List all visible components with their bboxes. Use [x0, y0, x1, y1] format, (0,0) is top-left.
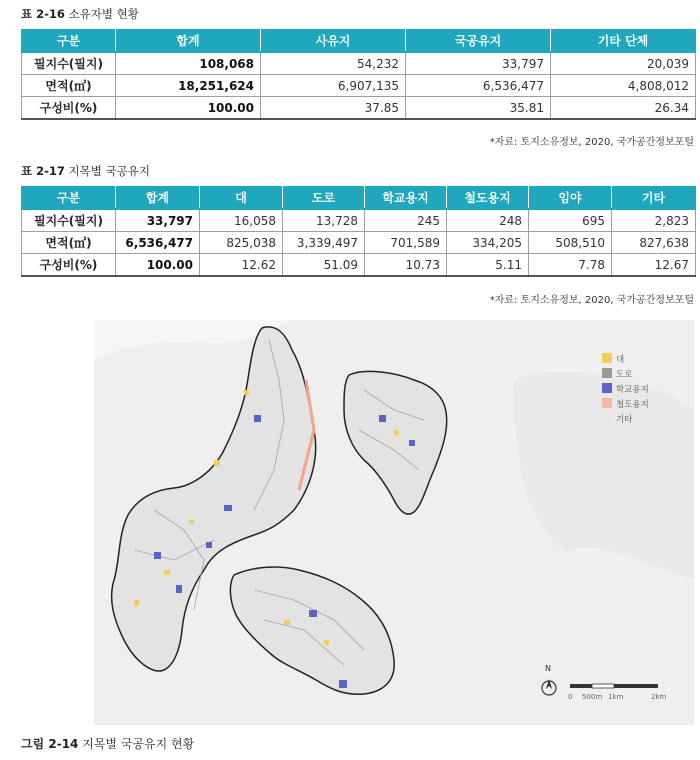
table2-caption-label: 표 2-17 — [21, 164, 65, 178]
table-cell: 16,058 — [200, 209, 283, 232]
table-cell: 108,068 — [116, 52, 261, 75]
table-cell: 5.11 — [447, 254, 529, 277]
scale-bar — [570, 684, 658, 688]
figure-caption-label: 그림 2-14 — [21, 737, 79, 751]
table1-caption-label: 표 2-16 — [21, 7, 65, 21]
table-cell: 54,232 — [261, 52, 406, 75]
table-row — [22, 75, 696, 97]
table-cell: 701,589 — [365, 232, 447, 254]
header-cell: 철도용지 — [447, 187, 529, 210]
table-cell: 33,797 — [406, 52, 551, 75]
table-cell: 508,510 — [529, 232, 612, 254]
map-graphic — [94, 320, 694, 725]
land-map — [94, 320, 694, 725]
table-cell: 100.00 — [116, 254, 200, 277]
table-cell: 6,536,477 — [116, 232, 200, 254]
table-cell: 7.78 — [529, 254, 612, 277]
row-label: 필지수(필지) — [22, 52, 116, 75]
table-cell: 37.85 — [261, 97, 406, 120]
header-cell: 구분 — [22, 30, 116, 53]
figure-caption-title: 지목별 국공유지 현황 — [82, 737, 195, 751]
table-cell: 33,797 — [116, 209, 200, 232]
table-cell: 827,638 — [612, 232, 696, 254]
table-cell: 35.81 — [406, 97, 551, 120]
map-legend — [616, 351, 649, 426]
header-cell: 합계 — [116, 30, 261, 53]
table1-caption-title: 소유자별 현황 — [68, 7, 139, 21]
table-cell: 26.34 — [551, 97, 696, 120]
table-header-row — [22, 30, 696, 53]
header-cell: 임야 — [529, 187, 612, 210]
table-row — [22, 97, 696, 120]
land-category-table — [21, 186, 696, 277]
table-cell: 248 — [447, 209, 529, 232]
header-cell: 대 — [200, 187, 283, 210]
table-cell: 6,907,135 — [261, 75, 406, 97]
scale-label-0: 0 — [568, 693, 573, 701]
legend-item: 학교용지 — [616, 384, 649, 395]
header-cell: 구분 — [22, 187, 116, 210]
table-cell: 245 — [365, 209, 447, 232]
ownership-table — [21, 29, 696, 120]
header-cell: 학교용지 — [365, 187, 447, 210]
legend-item: 철도용지 — [616, 399, 649, 410]
table-row — [22, 52, 696, 75]
row-label: 구성비(%) — [22, 254, 116, 277]
row-label: 구성비(%) — [22, 97, 116, 120]
table-cell: 12.62 — [200, 254, 283, 277]
table-cell: 6,536,477 — [406, 75, 551, 97]
table-cell: 334,205 — [447, 232, 529, 254]
header-cell: 합계 — [116, 187, 200, 210]
table2-caption-title: 지목별 국공유지 — [68, 164, 150, 178]
table2-source: *자료: 토지소유정보, 2020, 국가공간정보포털 — [489, 295, 694, 306]
scale-label-1km: 1km — [608, 693, 624, 701]
header-cell: 도로 — [283, 187, 365, 210]
legend-item: 기타 — [616, 414, 633, 425]
header-cell: 기타 단체 — [551, 30, 696, 53]
table1-caption — [21, 6, 139, 22]
header-cell: 국공유지 — [406, 30, 551, 53]
scale-label-2km: 2km — [651, 693, 667, 701]
table-cell: 51.09 — [283, 254, 365, 277]
table-row — [22, 232, 696, 254]
header-cell: 사유지 — [261, 30, 406, 53]
row-label: 면적(㎡) — [22, 75, 116, 97]
table-row — [22, 209, 696, 232]
table-cell: 2,823 — [612, 209, 696, 232]
scale-label-500m: 500m — [582, 693, 603, 701]
table-cell: 10.73 — [365, 254, 447, 277]
table1-source: *자료: 토지소유정보, 2020, 국가공간정보포털 — [489, 137, 694, 148]
table-cell: 100.00 — [116, 97, 261, 120]
legend-item: 대 — [616, 354, 625, 365]
header-cell: 기타 — [612, 187, 696, 210]
row-label: 필지수(필지) — [22, 209, 116, 232]
table-cell: 13,728 — [283, 209, 365, 232]
figure-caption — [21, 735, 194, 752]
table-cell: 825,038 — [200, 232, 283, 254]
table-cell: 18,251,624 — [116, 75, 261, 97]
table-cell: 4,808,012 — [551, 75, 696, 97]
table-cell: 20,039 — [551, 52, 696, 75]
table-row — [22, 254, 696, 277]
table-cell: 3,339,497 — [283, 232, 365, 254]
row-label: 면적(㎡) — [22, 232, 116, 254]
legend-item: 도로 — [616, 369, 633, 380]
table-header-row — [22, 187, 696, 210]
north-label: N — [545, 664, 551, 673]
table-cell: 12.67 — [612, 254, 696, 277]
table-cell: 695 — [529, 209, 612, 232]
table2-caption — [21, 163, 150, 179]
